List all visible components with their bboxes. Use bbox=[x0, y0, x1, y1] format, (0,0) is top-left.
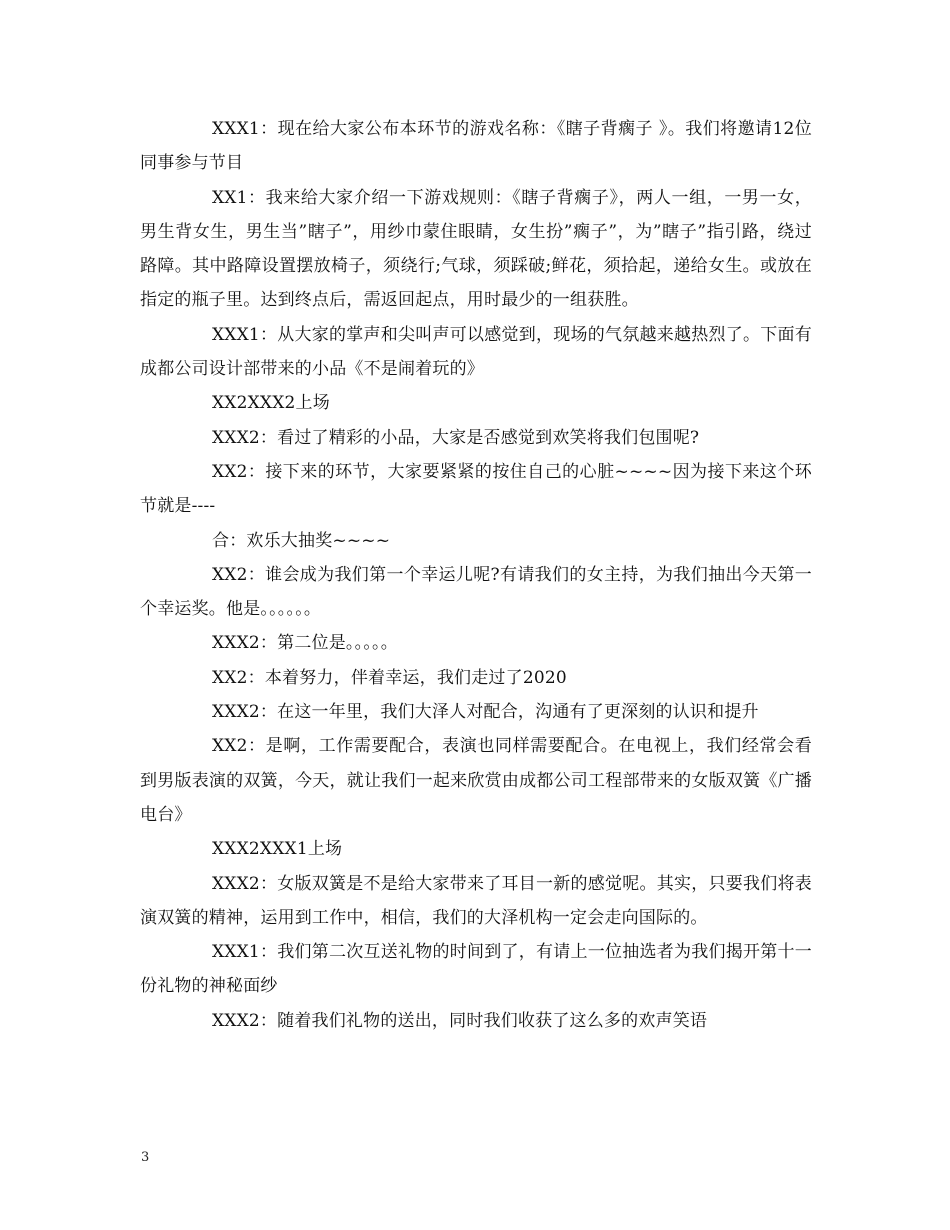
paragraph-12: XX2：是啊，工作需要配合，表演也同样需要配合。在电视上，我们经常会看到男版表演的双簧，今天，就让我们一起来欣赏由成都公司工程部带来的女版双簧《广播电台》 bbox=[140, 736, 812, 825]
paragraph-7: 合：欢乐大抽奖~~~~ bbox=[212, 530, 391, 551]
paragraph-9: XXX2：第二位是。。。。。 bbox=[212, 633, 398, 654]
paragraph-16: XXX2：随着我们礼物的送出，同时我们收获了这么多的欢声笑语 bbox=[212, 1010, 708, 1031]
paragraph-5: XXX2：看过了精彩的小品，大家是否感觉到欢笑将我们包围呢? bbox=[212, 427, 700, 448]
document-body bbox=[140, 112, 812, 1038]
page-number: 3 bbox=[141, 1150, 150, 1165]
paragraph-15: XXX1：我们第二次互送礼物的时间到了，有请上一位抽选者为我们揭开第十一份礼物的神秘面纱 bbox=[140, 942, 812, 997]
paragraph-11: XXX2：在这一年里，我们大泽人对配合，沟通有了更深刻的认识和提升 bbox=[212, 702, 759, 723]
paragraph-1: XXX1：现在给大家公布本环节的游戏名称：《瞎子背瘸子 》。我们将邀请12位同事参与节目 bbox=[140, 119, 812, 174]
paragraph-6: XX2：接下来的环节，大家要紧紧的按住自己的心脏~~~~因为接下来这个环节就是---- bbox=[140, 461, 812, 517]
paragraph-8: XX2：谁会成为我们第一个幸运儿呢?有请我们的女主持，为我们抽出今天第一个幸运奖。他是。。。。。。 bbox=[140, 564, 812, 620]
paragraph-14: XXX2：女版双簧是不是给大家带来了耳目一新的感觉呢。其实，只要我们将表演双簧的精神，运用到工作中，相信，我们的大泽机构一定会走向国际的。 bbox=[140, 873, 812, 928]
paragraph-3: XXX1：从大家的掌声和尖叫声可以感觉到，现场的气氛越来越热烈了。下面有成都公司设计部带来的小品《不是闹着玩的》 bbox=[140, 324, 812, 380]
paragraph-4: XX2XXX2上场 bbox=[212, 393, 330, 414]
paragraph-10: XX2：本着努力，伴着幸运，我们走过了2020 bbox=[212, 667, 567, 688]
paragraph-2: XX1：我来给大家介绍一下游戏规则：《瞎子背瘸子》，两人一组，一男一女，男生背女生，男生当”瞎子”，用纱巾蒙住眼睛，女生扮”瘸子”，为”瞎子”指引路，绕过路障。其中路障设置摆放椅子，须绕行;气球，须踩破;鲜花，须拾起，递给女生。或放在指定的瓶子里。达到终点后，需返回起点，用时最少的一组获胜。 bbox=[140, 187, 812, 311]
paragraph-13: XXX2XXX1上场 bbox=[212, 839, 343, 860]
